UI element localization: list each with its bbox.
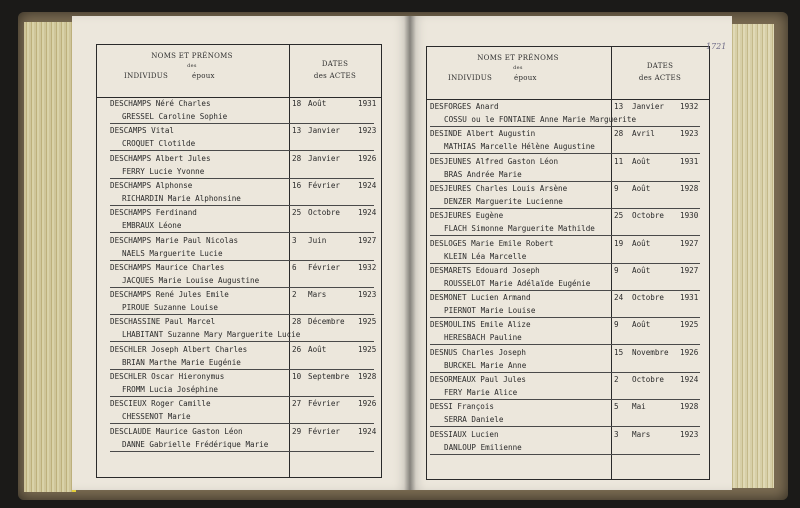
entry-name: DESJEURES Charles Louis Arsène	[430, 183, 568, 193]
entry-day: 19	[614, 238, 624, 248]
entry-name: DESCHLER Oscar Hieronymus	[110, 372, 225, 381]
entry-month: Août	[308, 99, 327, 108]
entry-name: DESFORGES Anard	[430, 102, 499, 111]
entry-name: DESJEURES Eugène	[430, 211, 504, 221]
right-header-names-title: NOMS ET PRÉNOMS	[477, 54, 559, 62]
entry-month: Février	[308, 262, 341, 272]
entry-spouse: GRESSEL Caroline Sophie	[122, 112, 228, 121]
entry-day: 28	[292, 317, 302, 327]
entry-name: DESMOULINS Emile Alize	[430, 320, 531, 330]
entry-month: Août	[632, 183, 651, 193]
entry-month: Septembre	[308, 372, 350, 381]
entry-day: 2	[292, 290, 297, 300]
entry-spouse: BRIAN Marthe Marie Eugénie	[122, 357, 241, 367]
entry-day: 25	[614, 211, 624, 221]
entry-separator	[110, 314, 374, 315]
page-number: 1721	[706, 42, 727, 51]
entry-year: 1928	[680, 402, 699, 412]
right-header-names-sub: des	[513, 65, 523, 71]
entry-month: Février	[308, 426, 341, 436]
entry-year: 1924	[358, 426, 377, 436]
entry-name: DESMONET Lucien Armand	[430, 293, 531, 303]
entry-day: 24	[614, 293, 624, 303]
right-header-individus: INDIVIDUS	[448, 74, 493, 82]
entry-name: DESCIEUX Roger Camille	[110, 399, 211, 409]
entry-year: 1931	[680, 293, 699, 303]
entry-name: DESORMEAUX Paul Jules	[430, 375, 527, 384]
entry-month: Novembre	[632, 347, 669, 357]
right-page	[410, 16, 732, 490]
entry-day: 9	[614, 183, 619, 193]
entry-separator	[430, 235, 700, 236]
entry-month: Mars	[308, 290, 327, 300]
entry-month: Août	[632, 238, 651, 248]
entry-name: DESJEUNES Alfred Gaston Léon	[430, 156, 559, 166]
entry-day: 13	[614, 102, 624, 111]
entry-name: DESCHLER Joseph Albert Charles	[110, 344, 248, 354]
entry-day: 13	[292, 126, 302, 136]
entry-spouse: CROQUET Clotilde	[122, 139, 196, 149]
entry-month: Janvier	[308, 153, 341, 163]
entry-separator	[110, 205, 374, 206]
entry-spouse: BRAS Andrée Marie	[444, 169, 522, 179]
page-edges-right	[730, 24, 774, 488]
entry-day: 11	[614, 156, 624, 166]
entry-separator	[110, 396, 374, 397]
entry-year: 1925	[358, 317, 377, 327]
entry-spouse: DANLOUP Emilienne	[444, 442, 522, 452]
entry-month: Février	[308, 399, 341, 409]
left-header-names-title: NOMS ET PRÉNOMS	[151, 52, 233, 60]
page-edges-left	[24, 22, 76, 492]
entry-month: Mars	[632, 429, 651, 439]
entry-name: DESCHAMPS René Jules Emile	[110, 290, 229, 300]
entry-month: Février	[308, 180, 341, 190]
entry-separator	[430, 263, 700, 264]
entry-separator	[110, 178, 374, 179]
entry-spouse: KLEIN Léa Marcelle	[444, 251, 527, 261]
left-header-dates-sub: des ACTES	[313, 72, 357, 80]
entry-separator	[110, 451, 374, 452]
entry-separator	[430, 208, 700, 209]
entry-spouse: FERRY Lucie Yvonne	[122, 166, 205, 176]
entry-name: DESMARETS Edouard Joseph	[430, 265, 540, 275]
entry-month: Août	[632, 320, 651, 330]
entry-day: 29	[292, 426, 302, 436]
entry-name: DESCHAMPS Albert Jules	[110, 153, 211, 163]
entry-year: 1924	[358, 180, 377, 190]
entry-year: 1931	[358, 99, 377, 108]
entry-year: 1931	[680, 156, 699, 166]
entry-separator	[110, 260, 374, 261]
entry-year: 1927	[358, 235, 377, 245]
entry-year: 1924	[680, 375, 699, 384]
entry-separator	[110, 232, 374, 233]
entry-spouse: PIERNOT Marie Louise	[444, 306, 536, 316]
entry-name: DESCHASSINE Paul Marcel	[110, 317, 216, 327]
entry-day: 28	[614, 129, 624, 139]
entry-spouse: DANNE Gabrielle Frédérique Marie	[122, 439, 269, 449]
entry-year: 1926	[358, 153, 377, 163]
entry-year: 1926	[358, 399, 377, 409]
entry-year: 1926	[680, 347, 699, 357]
entry-day: 26	[292, 344, 302, 354]
entry-day: 9	[614, 265, 619, 275]
entry-day: 28	[292, 153, 302, 163]
entry-spouse: CHESSENOT Marie	[122, 412, 191, 422]
entry-separator	[430, 290, 700, 291]
entry-year: 1927	[680, 265, 699, 275]
entry-spouse: RICHARDIN Marie Alphonsine	[122, 193, 241, 203]
entry-spouse: NAELS Marguerite Lucie	[122, 248, 223, 258]
entry-day: 25	[292, 208, 302, 218]
entry-separator	[430, 126, 700, 127]
entry-year: 1923	[358, 126, 377, 136]
entry-month: Janvier	[632, 102, 665, 111]
entry-year: 1928	[358, 372, 377, 381]
entry-month: Août	[308, 344, 327, 354]
entry-separator	[110, 423, 374, 424]
entry-month: Octobre	[632, 211, 665, 221]
entry-spouse: JACQUES Marie Louise Augustine	[122, 275, 260, 285]
entry-day: 16	[292, 180, 302, 190]
entry-separator	[430, 181, 700, 182]
entry-separator	[430, 317, 700, 318]
entry-spouse: FROMM Lucia Joséphine	[122, 385, 219, 394]
entry-name: DESNUS Charles Joseph	[430, 347, 527, 357]
entry-month: Août	[632, 156, 651, 166]
entry-separator	[430, 344, 700, 345]
entry-spouse: SERRA Daniele	[444, 415, 504, 425]
entry-spouse: MATHIAS Marcelle Hélène Augustine	[444, 142, 595, 152]
entry-day: 27	[292, 399, 302, 409]
entry-day: 10	[292, 372, 302, 381]
entry-month: Avril	[632, 129, 655, 139]
entry-spouse: FERY Marie Alice	[444, 388, 518, 397]
entry-name: DESSIAUX Lucien	[430, 429, 499, 439]
left-header-epoux: époux	[192, 72, 215, 80]
entry-year: 1923	[680, 429, 699, 439]
entry-spouse: FLACH Simonne Marguerite Mathilde	[444, 224, 595, 234]
entry-spouse: ROUSSELOT Marie Adélaïde Eugénie	[444, 278, 591, 288]
entry-separator	[110, 150, 374, 151]
entry-spouse: HERESBACH Pauline	[444, 333, 522, 343]
entry-name: DESCHAMPS Alphonse	[110, 180, 193, 190]
entry-separator	[430, 426, 700, 427]
entry-name: DESCAMPS Vital	[110, 126, 175, 136]
entry-month: Octobre	[308, 208, 341, 218]
entry-day: 6	[292, 262, 297, 272]
entry-year: 1930	[680, 211, 699, 221]
entry-separator	[110, 341, 374, 342]
right-header-dates-sub: des ACTES	[638, 74, 682, 82]
entry-spouse: BURCKEL Marie Anne	[444, 360, 527, 370]
entry-year: 1927	[680, 238, 699, 248]
entry-year: 1932	[680, 102, 699, 111]
entry-spouse: DENZER Marguerite Lucienne	[444, 196, 563, 206]
left-header-names-sub: des	[187, 63, 197, 69]
entry-year: 1925	[358, 344, 377, 354]
entry-name: DESCHAMPS Maurice Charles	[110, 262, 225, 272]
entry-year: 1923	[358, 290, 377, 300]
entry-separator	[430, 153, 700, 154]
entry-month: Mai	[632, 402, 646, 412]
entry-spouse: LHABITANT Suzanne Mary Marguerite Lucie	[122, 330, 301, 340]
entry-year: 1932	[358, 262, 377, 272]
right-header-dates-title: DATES	[646, 62, 674, 70]
entry-separator	[430, 454, 700, 455]
entry-month: Octobre	[632, 375, 665, 384]
right-header-epoux: époux	[514, 74, 537, 82]
entry-day: 15	[614, 347, 624, 357]
entry-day: 2	[614, 375, 619, 384]
entry-month: Août	[632, 265, 651, 275]
entry-spouse: PIROUE Suzanne Louise	[122, 303, 219, 313]
entry-name: DESCLAUDE Maurice Gaston Léon	[110, 426, 243, 436]
entry-spouse: EMBRAUX Léone	[122, 221, 182, 231]
entry-month: Juin	[308, 235, 327, 245]
entry-year: 1923	[680, 129, 699, 139]
entry-year: 1925	[680, 320, 699, 330]
entry-spouse: COSSU ou le FONTAINE Anne Marie Marguerite	[444, 115, 637, 124]
left-page	[72, 16, 410, 490]
entry-name: DESLOGES Marie Emile Robert	[430, 238, 554, 248]
entry-year: 1928	[680, 183, 699, 193]
entry-year: 1924	[358, 208, 377, 218]
entry-name: DESSI François	[430, 402, 495, 412]
entry-separator	[110, 123, 374, 124]
entry-name: DESCHAMPS Néré Charles	[110, 99, 211, 108]
book-gutter	[404, 16, 416, 490]
entry-separator	[110, 369, 374, 370]
entry-day: 9	[614, 320, 619, 330]
entry-separator	[110, 287, 374, 288]
entry-name: DESINDE Albert Augustin	[430, 129, 536, 139]
entry-day: 5	[614, 402, 619, 412]
entry-separator	[430, 372, 700, 373]
entry-month: Octobre	[632, 293, 665, 303]
entry-day: 3	[292, 235, 297, 245]
entry-month: Décembre	[308, 317, 345, 327]
entry-day: 3	[614, 429, 619, 439]
entry-month: Janvier	[308, 126, 341, 136]
left-header-individus: INDIVIDUS	[124, 72, 169, 80]
entry-day: 18	[292, 99, 302, 108]
entry-name: DESCHAMPS Marie Paul Nicolas	[110, 235, 239, 245]
left-header-dates-title: DATES	[321, 60, 349, 68]
entry-name: DESCHAMPS Ferdinand	[110, 208, 197, 218]
entry-separator	[430, 399, 700, 400]
